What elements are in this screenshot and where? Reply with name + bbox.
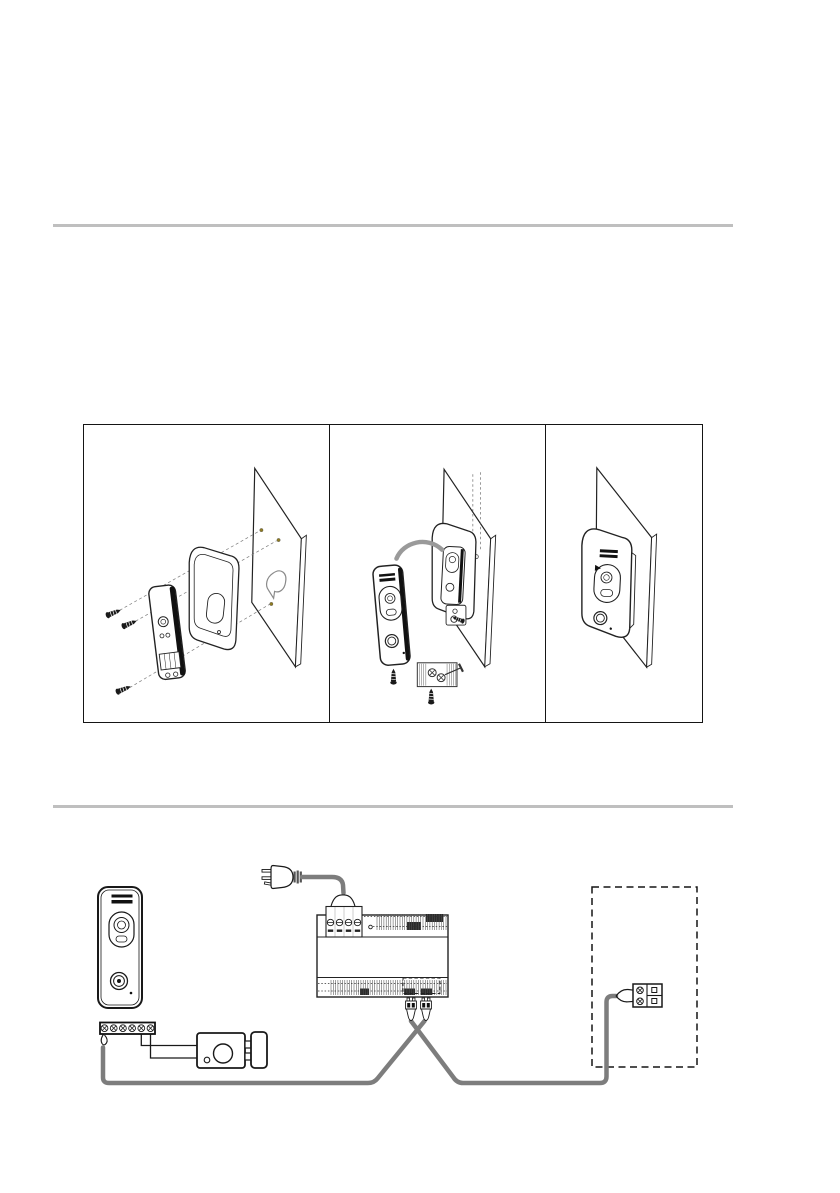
figure-panel-cable-connection — [330, 425, 545, 722]
door-station-side-view — [148, 584, 186, 680]
cable-connection-illustration — [330, 425, 544, 722]
indoor-unit-connector — [616, 984, 662, 1007]
electric-lock — [197, 1032, 267, 1068]
indicator-led — [369, 925, 373, 929]
speaker-slot — [112, 900, 133, 904]
din-rail-power-supply — [317, 907, 448, 1021]
mounted-door-station — [581, 529, 635, 637]
power-plug — [262, 866, 356, 909]
door-station-front-view — [98, 887, 142, 1008]
section-divider-top — [53, 224, 733, 227]
wire-run — [103, 996, 616, 1083]
wall-mounted-rain-shield — [432, 523, 476, 625]
installation-steps-figure — [83, 424, 703, 723]
wall-screw-hole — [270, 602, 273, 605]
figure-panel-exploded-view — [84, 425, 330, 722]
speaker-slot — [112, 895, 133, 898]
figure-panel-completed-view — [546, 425, 702, 722]
terminal-block-detail — [418, 663, 464, 687]
wire-monitor-side — [411, 996, 616, 1083]
wall-screw-hole — [277, 538, 280, 541]
terminal-strip — [100, 1023, 197, 1059]
rain-shield — [189, 547, 239, 649]
power-cord — [302, 877, 344, 893]
wiring-diagram — [55, 850, 745, 1100]
output-connector — [406, 998, 417, 1021]
completed-installation-illustration — [546, 425, 702, 722]
wall-panel — [252, 468, 307, 667]
lock-latch — [251, 1032, 267, 1068]
section-divider-bottom — [53, 805, 733, 808]
wall-screw-hole — [260, 528, 263, 531]
exploded-view-illustration — [84, 425, 329, 722]
output-connector — [421, 998, 432, 1021]
input-terminal-block — [326, 907, 362, 938]
door-station — [373, 564, 411, 665]
wiring-diagram-illustration — [55, 850, 745, 1100]
